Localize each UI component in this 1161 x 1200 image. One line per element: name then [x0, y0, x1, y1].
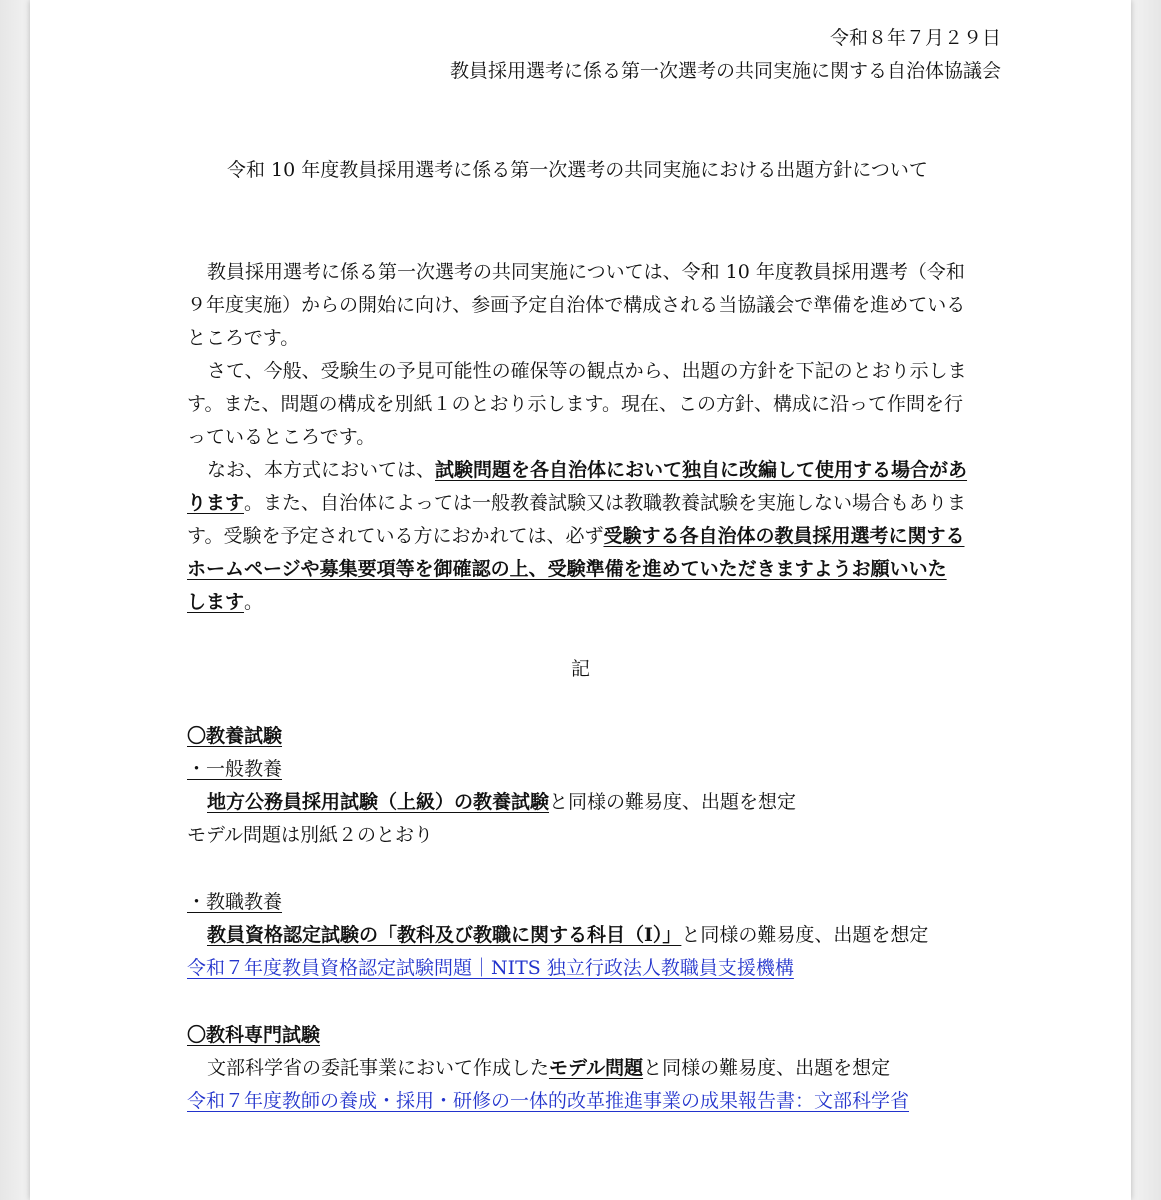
body-text: す。受験を予定されている方におかれては、必ず	[187, 525, 604, 547]
section-heading-text: 〇教養試験	[187, 725, 283, 747]
subsection-heading-kyoshoku	[187, 893, 282, 912]
subsection-heading-text: ・一般教養	[187, 758, 283, 780]
body-line	[187, 527, 965, 546]
body-text: 文部科学省の委託事業において作成した	[207, 1057, 550, 1079]
emphasis-text: 地方公務員採用試験（上級）の教養試験	[207, 791, 550, 813]
subsection-heading-text: ・教職教養	[187, 891, 283, 913]
emphasis-text: ります	[187, 492, 245, 514]
emphasis-text: 試験問題を各自治体において独自に改編して使用する場合があ	[435, 459, 968, 481]
body-line: ところです。	[187, 327, 300, 349]
emphasis-text: します	[187, 591, 245, 613]
ki-marker: 記	[571, 658, 591, 680]
body-line	[187, 560, 947, 579]
section-heading-kyoyo	[187, 727, 282, 746]
body-line: す。また、問題の構成を別紙１のとおり示します。現在、この方針、構成に沿って作問を行	[187, 393, 963, 415]
emphasis-text: モデル問題	[549, 1057, 644, 1079]
emphasis-text: ホームページや募集要項等を御確認の上、受験準備を進めていただきますようお願いいた	[187, 558, 947, 580]
kyoshoku-description	[207, 926, 928, 945]
body-line: っているところです。	[187, 426, 376, 448]
document-date: 令和８年７月２９日	[829, 27, 1001, 49]
body-text: と同様の難易度、出題を想定	[643, 1057, 891, 1079]
ippan-model-note: モデル問題は別紙２のとおり	[187, 824, 434, 846]
body-text: と同様の難易度、出題を想定	[549, 791, 797, 813]
body-text: 。	[244, 591, 264, 613]
body-line	[187, 593, 263, 612]
emphasis-text: 教員資格認定試験の「教科及び教職に関する科目（Ⅰ）」	[207, 924, 682, 946]
document-title: 令和 10 年度教員採用選考に係る第一次選考の共同実施における出題方針について	[227, 159, 928, 181]
body-line	[207, 461, 967, 480]
ippan-description	[207, 793, 796, 812]
body-line: 教員採用選考に係る第一次選考の共同実施については、令和 10 年度教員採用選考（令和	[207, 261, 965, 283]
body-text: と同様の難易度、出題を想定	[681, 924, 929, 946]
body-text: なお、本方式においては、	[207, 459, 436, 481]
body-line	[187, 494, 966, 513]
senmon-description	[207, 1059, 890, 1078]
document-page	[30, 0, 1131, 1200]
kyoshoku-link-line	[187, 959, 794, 978]
section-heading-text: 〇教科専門試験	[187, 1024, 321, 1046]
body-line: ９年度実施）からの開始に向け、参画予定自治体で構成される当協議会で準備を進めている	[187, 294, 966, 316]
issuer-name: 教員採用選考に係る第一次選考の共同実施に関する自治体協議会	[449, 60, 1001, 82]
mext-report-link[interactable]: 令和７年度教師の養成・採用・研修の一体的改革推進事業の成果報告書：文部科学省	[187, 1090, 910, 1112]
nits-exam-link[interactable]: 令和７年度教員資格認定試験問題｜NITS 独立行政法人教職員支援機構	[187, 957, 794, 979]
senmon-link-line	[187, 1092, 909, 1111]
body-text: 。また、自治体によっては一般教養試験又は教職教養試験を実施しない場合もありま	[244, 492, 967, 514]
body-line: さて、今般、受験生の予見可能性の確保等の観点から、出題の方針を下記のとおり示しま	[207, 360, 967, 382]
subsection-heading-ippan	[187, 760, 282, 779]
section-heading-senmon	[187, 1026, 320, 1045]
emphasis-text: 受験する各自治体の教員採用選考に関する	[603, 525, 965, 547]
